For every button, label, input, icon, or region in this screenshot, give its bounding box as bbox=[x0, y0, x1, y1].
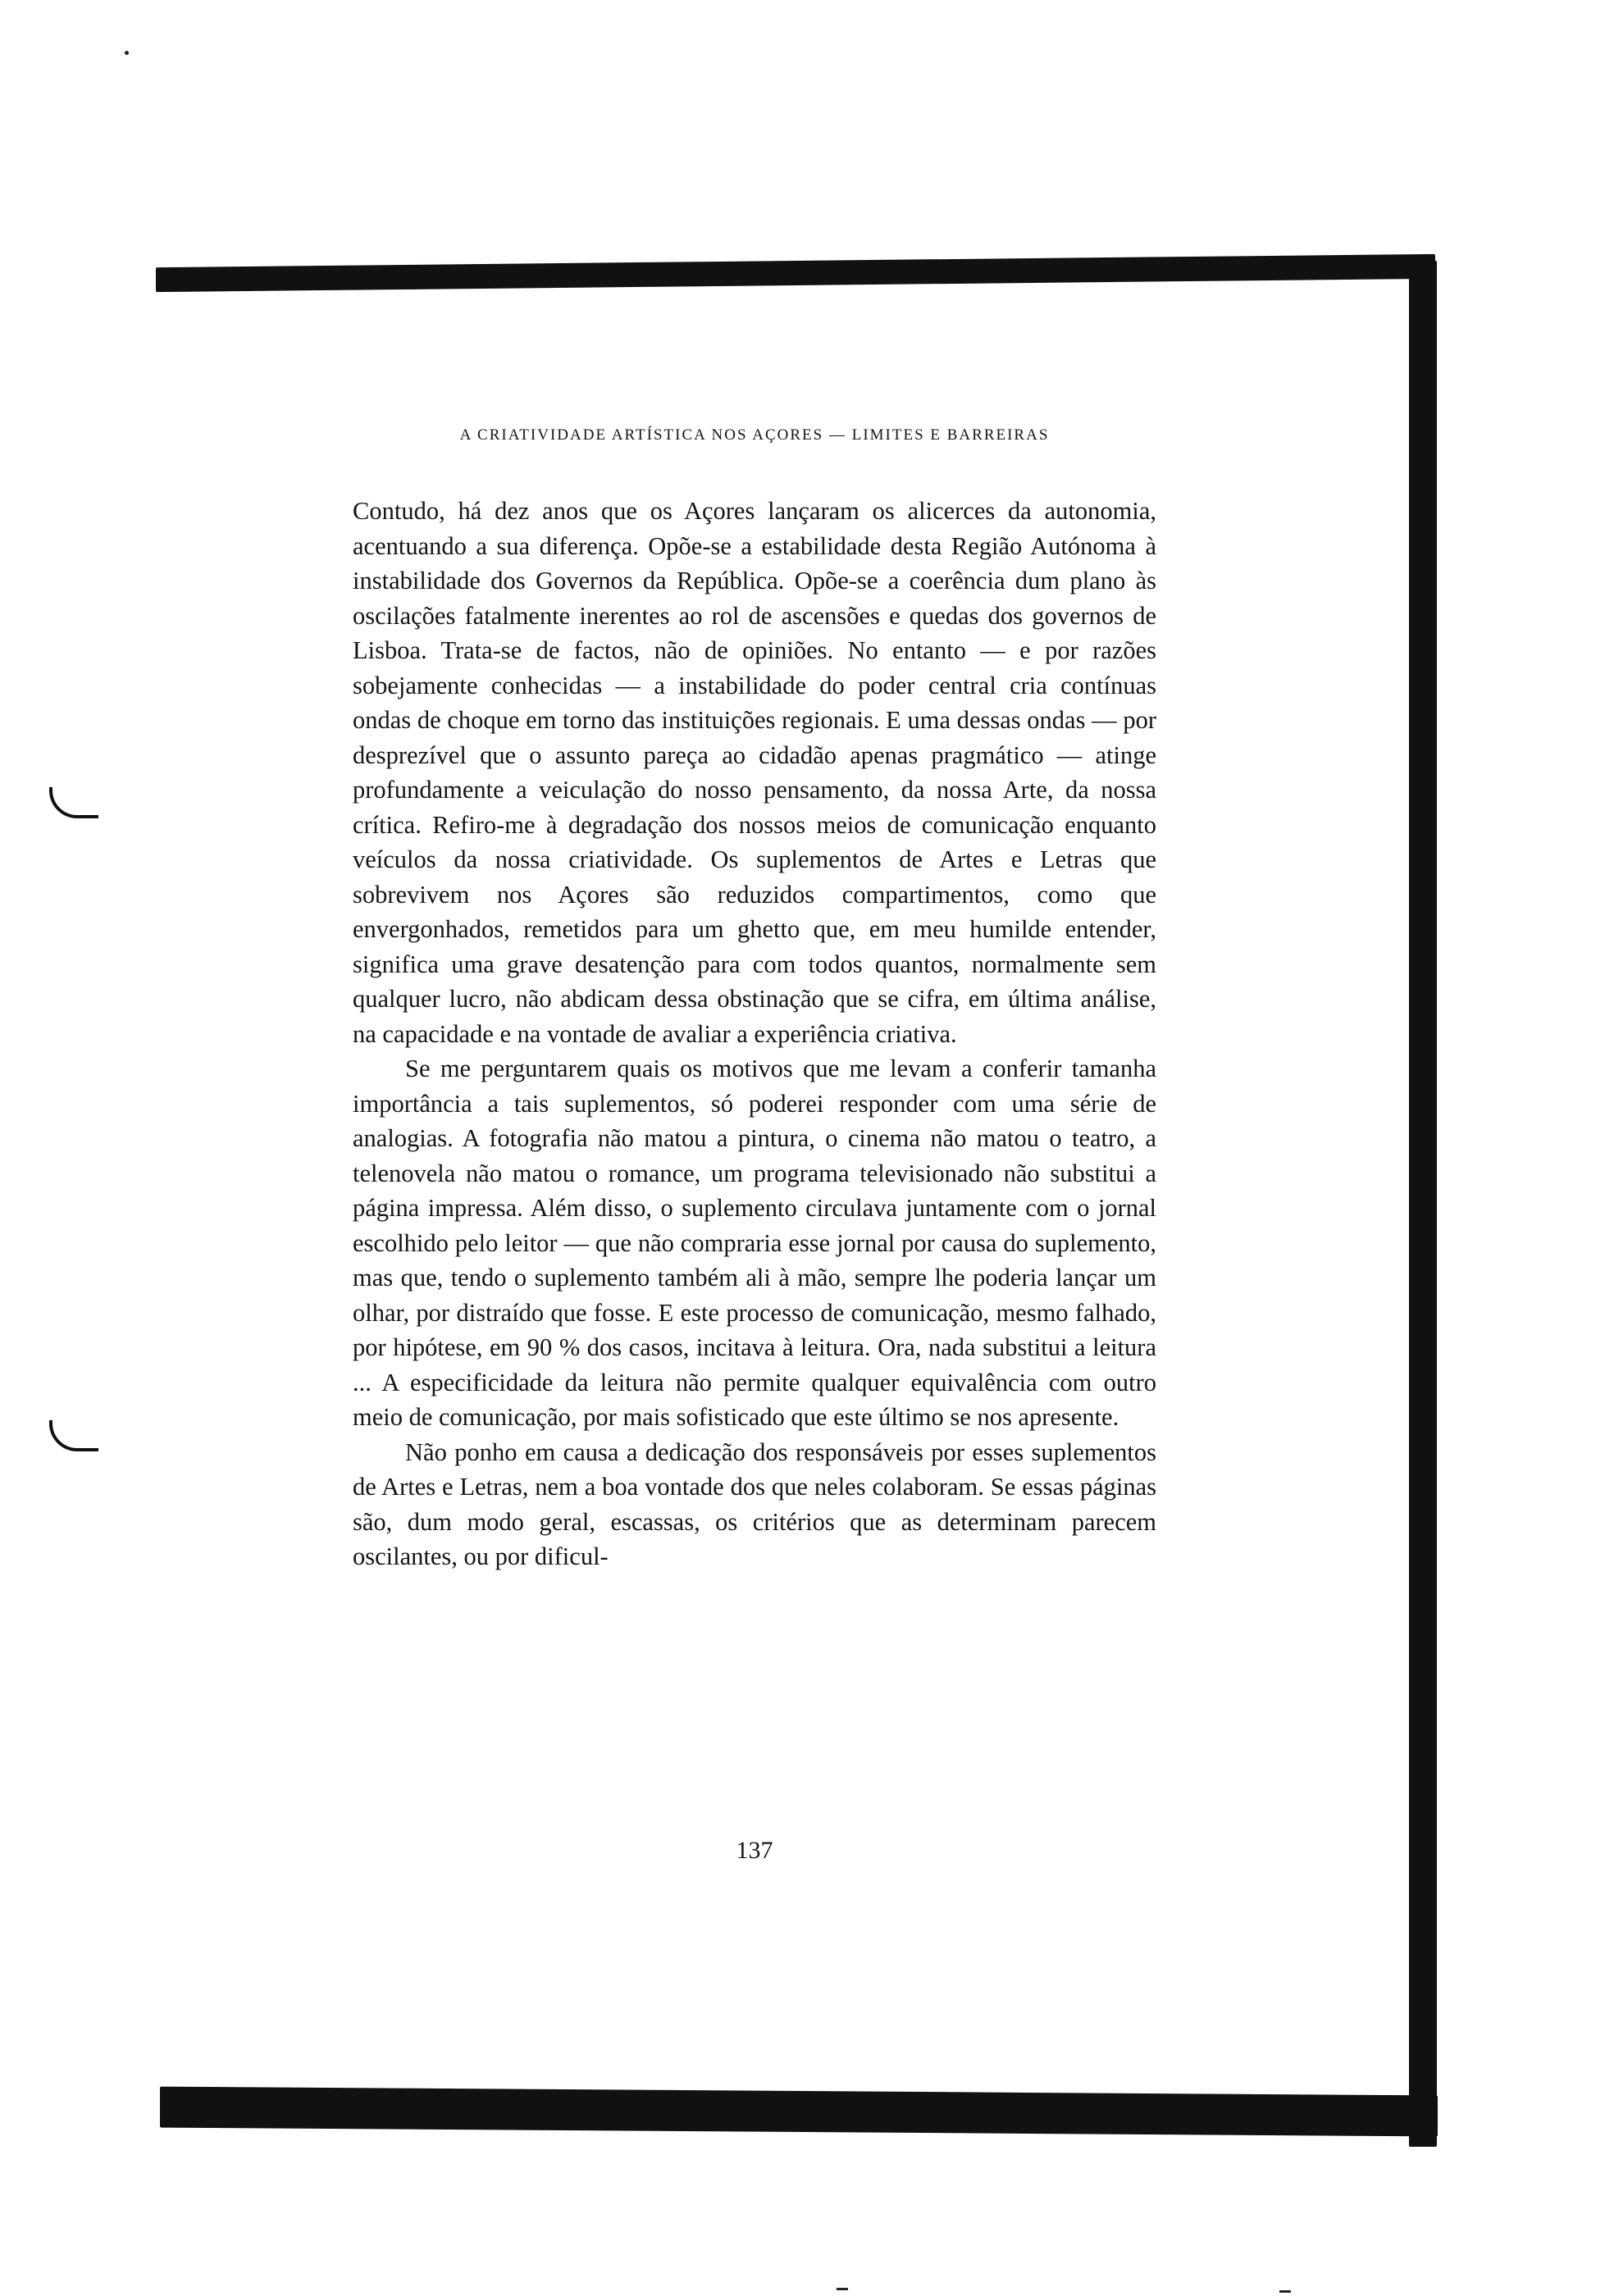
paragraph-3: Não ponho em causa a dedicação dos responsáveis por esses suplementos de Artes e Letras, nem a boa vontade dos que neles colaboram. Se essas páginas são, dum modo geral, escassas, os critérios que as determinam parecem oscilantes, ou por dificul- bbox=[353, 1437, 1156, 1570]
binding-mark bbox=[49, 787, 98, 818]
page-number: 137 bbox=[736, 1837, 773, 1864]
scan-speck bbox=[1279, 2290, 1291, 2293]
scan-border-right bbox=[1409, 261, 1437, 2147]
running-head: A CRIATIVIDADE ARTÍSTICA NOS AÇORES — LIMITES E BARREIRAS bbox=[459, 426, 1050, 444]
binding-mark bbox=[49, 1420, 98, 1451]
scan-border-bottom bbox=[160, 2087, 1438, 2137]
scan-speck bbox=[837, 2288, 848, 2290]
paragraph-2: Se me perguntarem quais os motivos que me levam a conferir tamanha importância a tais suplementos, só poderei responder com uma série de analogias. A fotografia não matou a pintura, o cinema não matou o teatro, a telenovela não matou o romance, um programa televisionado não substitui a página impressa. Além disso, o suplemento circulava juntamente com o jornal escolhido pelo leitor — que não compraria esse jornal por causa do suplemento, mas que, tendo o suplemento também ali à mão, sempre lhe poderia lançar um olhar, por distraído que fosse. E este processo de comunicação, mesmo falhado, por hipótese, em 90 % dos casos, incitava à leitura. Ora, nada substitui a leitura ... A especificidade da leitura não permite qualquer equivalência com outro meio de comunicação, por mais sofisticado que este último se nos apresente. bbox=[353, 1055, 1156, 1431]
page-body bbox=[353, 426, 1156, 1574]
scan-speck bbox=[125, 51, 129, 55]
scan-border-top bbox=[156, 254, 1435, 292]
paragraph-1: Contudo, há dez anos que os Açores lançaram os alicerces da autonomia, acentuando a sua diferença. Opõe-se a estabilidade desta Região Autónoma à instabilidade dos Governos da República. Opõe-se a coerência dum plano às oscilações fatalmente inerentes ao rol de ascensões e quedas dos governos de Lisboa. Trata-se de factos, não de opiniões. No entanto — e por razões sobejamente conhecidas — a instabilidade do poder central cria contínuas ondas de choque em torno das instituições regionais. E uma dessas ondas — por desprezível que o assunto pareça ao cidadão apenas pragmático — atinge profundamente a veiculação do nosso pensamento, da nossa Arte, da nossa crítica. Refiro-me à degradação dos nossos meios de comunicação enquanto veículos da nossa criatividade. Os suplementos de Artes e Letras que sobrevivem nos Açores são reduzidos compartimentos, como que envergonhados, remetidos para um ghetto que, em meu humilde entender, significa uma grave desatenção para com todos quantos, normalmente sem qualquer lucro, não abdicam dessa obstinação que se cifra, em última análise, na capacidade e na vontade de avaliar a experiência criativa. bbox=[353, 497, 1156, 1048]
